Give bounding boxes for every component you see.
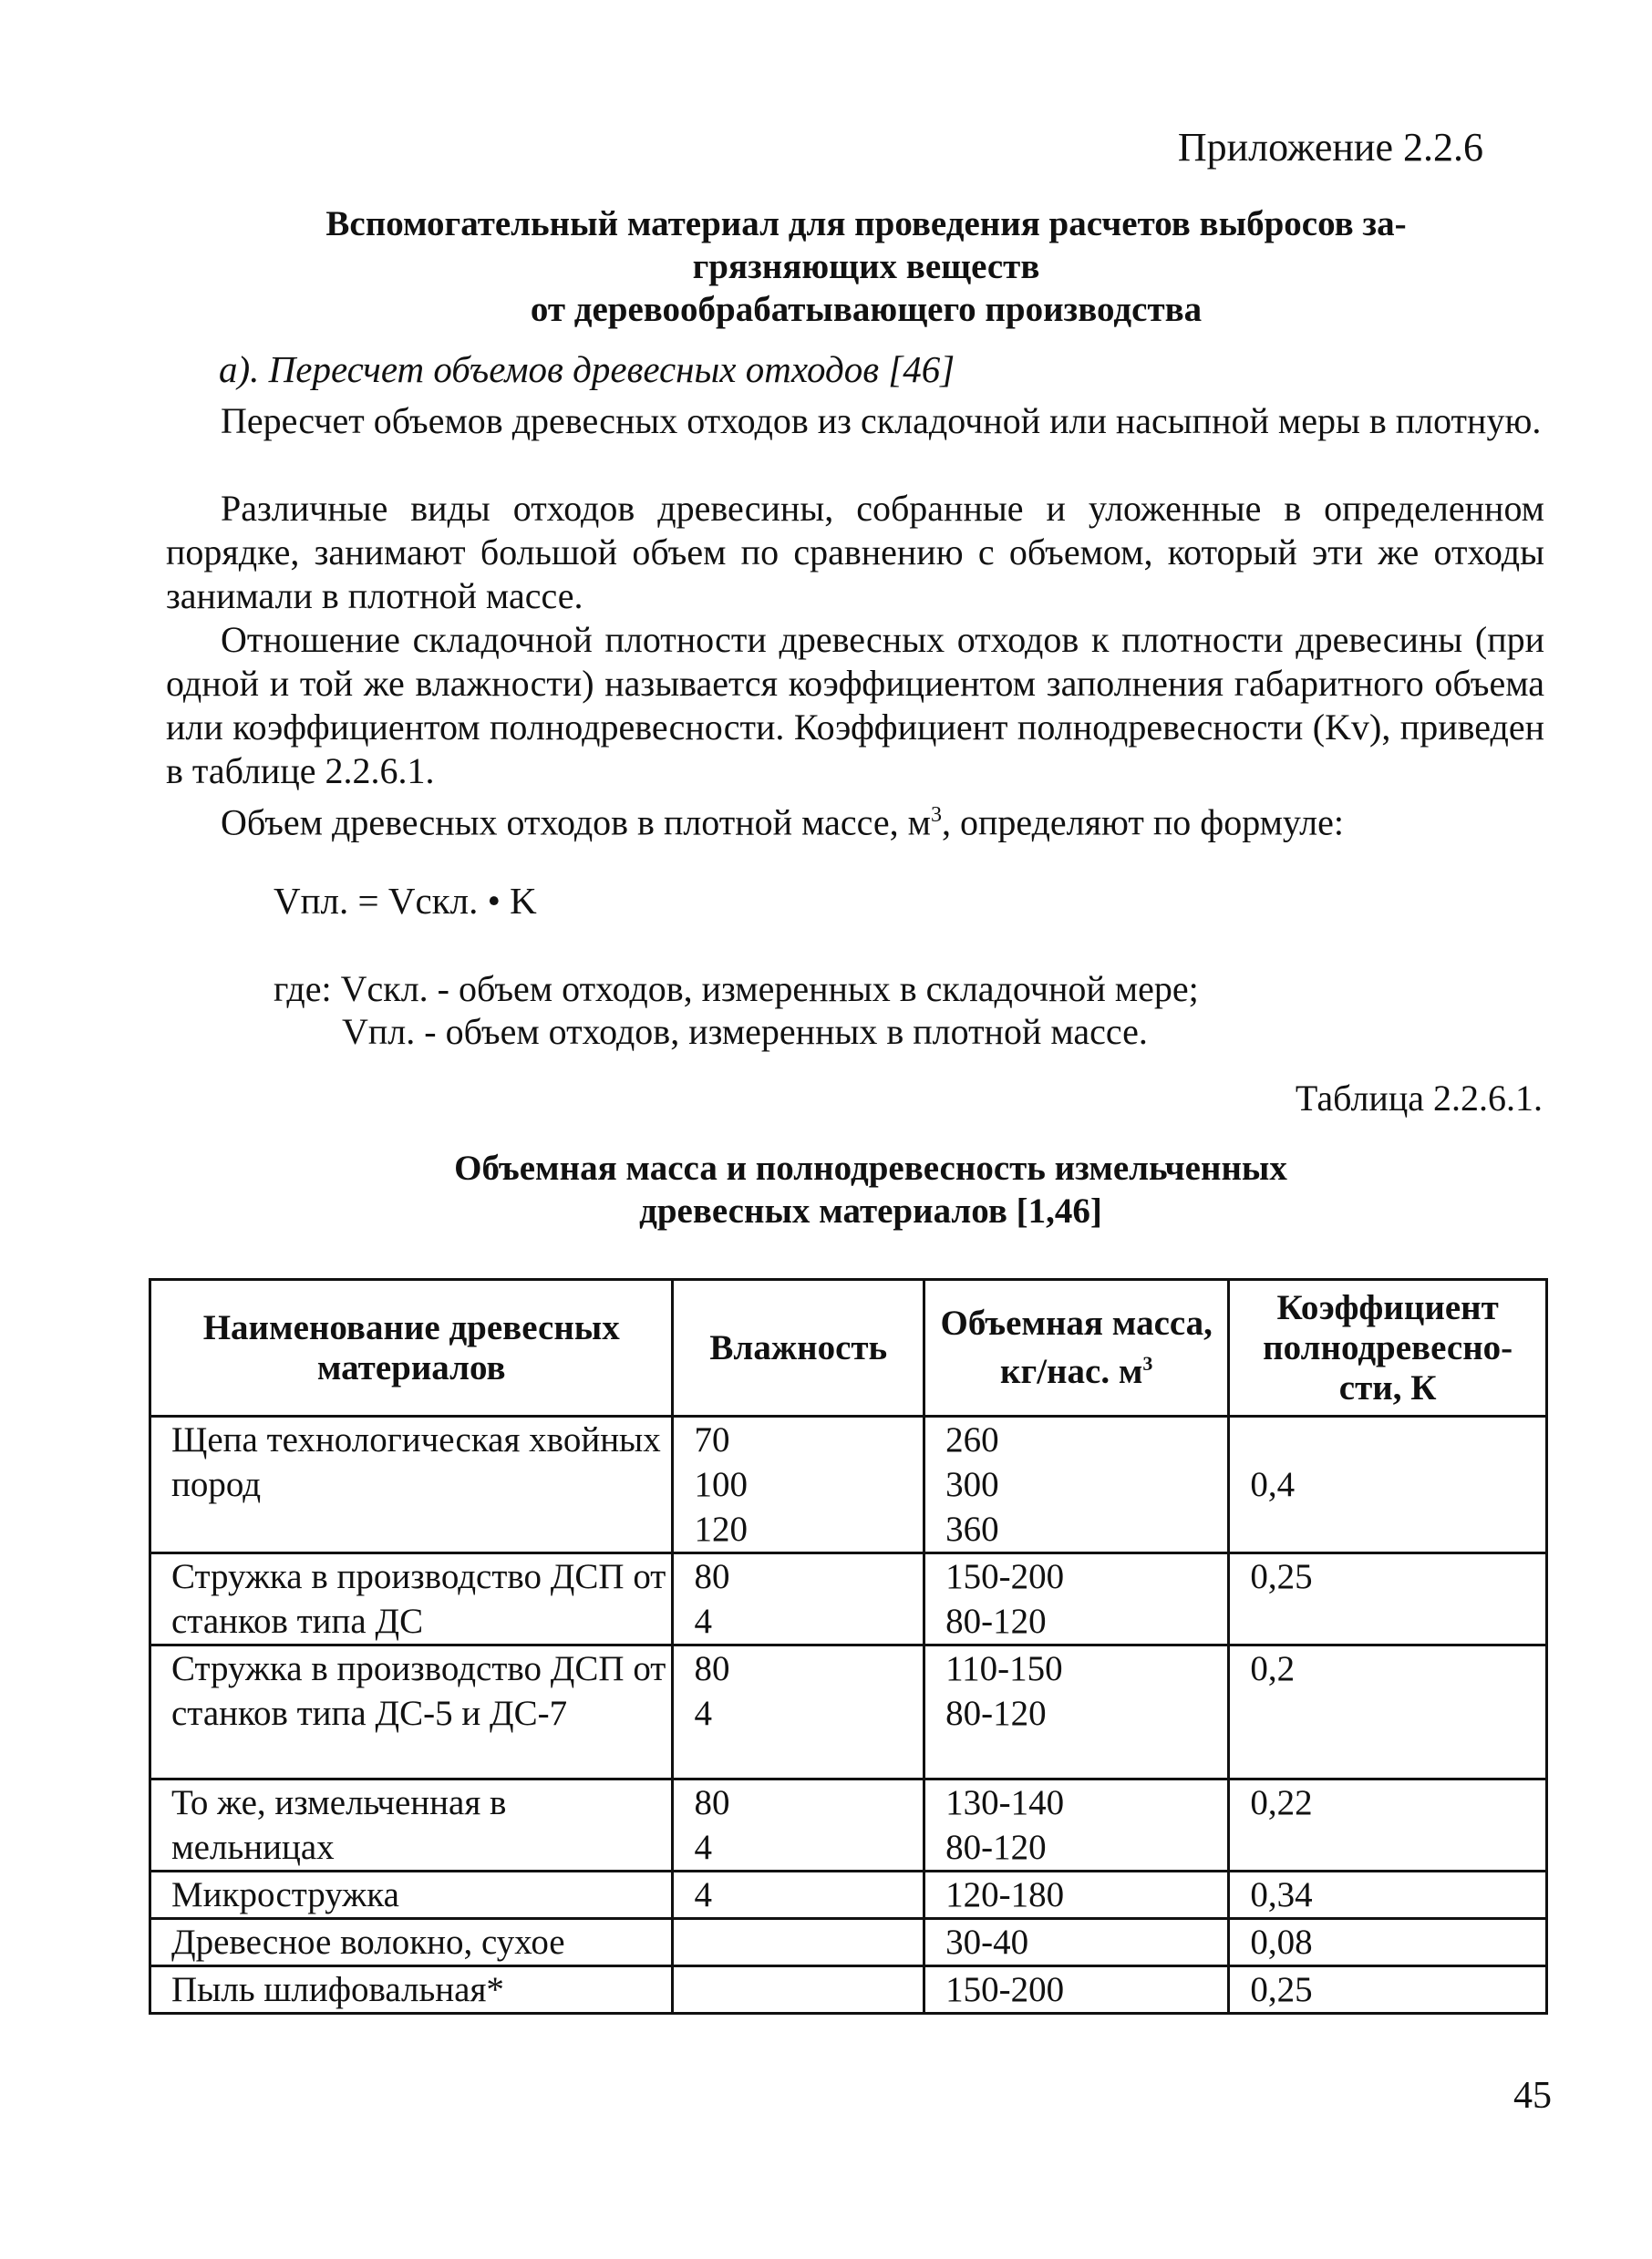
cell-material-name: То же, измельченная в мельницах [150, 1779, 673, 1872]
appendix-label: Приложение 2.2.6 [1177, 125, 1483, 170]
cell-humidity [673, 1553, 924, 1645]
paragraph-3: Отношение складочной плотности древесных отходов к плотности древесины (при одной и той же влажности) называется коэффициентом заполнения габаритного объема или коэффициентом полнодревесности. Коэффициент полнодревесности (Kv), приведен в таблице 2.2.6.1. [166, 619, 1544, 791]
cell-mass-value: 80-120 [945, 1694, 1047, 1733]
cell-humidity [673, 1645, 924, 1779]
title-line: Вспомогательный материал для проведения расчетов выбросов за- [325, 204, 1407, 243]
where-line-1: где: Vскл. - объем отходов, измеренных в складочной мере; [274, 968, 1199, 1009]
cell-mass-value: 110-150 [945, 1649, 1063, 1688]
cell-mass-value: 150-200 [945, 1970, 1065, 2009]
table-body [150, 1417, 1547, 2014]
cell-mass-value: 150-200 [945, 1557, 1065, 1596]
cell-humidity-value: 70 [694, 1420, 730, 1460]
paragraph-1: Пересчет объемов древесных отходов из складочной или насыпной меры в плотную. [221, 400, 1542, 441]
cell-mass [924, 1779, 1229, 1872]
header-mass-sup: 3 [1142, 1352, 1153, 1375]
page-number: 45 [1513, 2075, 1552, 2117]
cell-material-name: Микростружка [150, 1872, 673, 1919]
cell-mass [924, 1966, 1229, 2014]
cell-humidity-value: 80 [694, 1783, 730, 1822]
cell-material-name: Стружка в производство ДСП от станков типа ДС [150, 1553, 673, 1645]
cell-mass [924, 1919, 1229, 1966]
data-table [149, 1278, 1548, 2015]
cell-mass-value: 80-120 [945, 1828, 1047, 1867]
cell-coefficient: 0,2 [1229, 1645, 1547, 1779]
section-heading: а). Пересчет объемов древесных отходов [46] [219, 348, 955, 390]
cell-mass [924, 1645, 1229, 1779]
cell-humidity-value: 4 [694, 1875, 712, 1914]
cell-coefficient: 0,22 [1229, 1779, 1547, 1872]
cell-coefficient: 0,25 [1229, 1553, 1547, 1645]
header-mass-text: Объемная масса, кг/нас. м [940, 1304, 1213, 1391]
cell-mass [924, 1872, 1229, 1919]
where-line-2: Vпл. - объем отходов, измеренных в плотной массе. [342, 1011, 1148, 1052]
table-title-line: древесных материалов [1,46] [639, 1191, 1102, 1231]
cell-mass-value: 30-40 [945, 1923, 1029, 1962]
cell-coefficient: 0,08 [1229, 1919, 1547, 1966]
cell-humidity [673, 1779, 924, 1872]
cell-humidity-value: 4 [694, 1602, 712, 1641]
cell-material-name: Щепа технологическая хвойных пород [150, 1417, 673, 1553]
unit-superscript: 3 [930, 803, 942, 827]
cell-mass-value: 120-180 [945, 1875, 1065, 1914]
volume-sentence-tail: , определяют по формуле: [941, 801, 1344, 843]
cell-humidity [673, 1417, 924, 1553]
header-name: Наименование древесных материалов [150, 1280, 673, 1417]
header-humidity: Влажность [673, 1280, 924, 1417]
cell-humidity-value: 100 [694, 1465, 748, 1504]
title-line: от деревообрабатывающего производства [530, 290, 1203, 329]
formula: Vпл. = Vскл. • K [274, 880, 537, 922]
cell-humidity-value: 80 [694, 1557, 730, 1596]
table-row [150, 1966, 1547, 2014]
cell-material-name: Пыль шлифовальная* [150, 1966, 673, 2014]
cell-humidity [673, 1872, 924, 1919]
cell-mass [924, 1417, 1229, 1553]
cell-humidity [673, 1966, 924, 2014]
header-coef: Коэффициент полнодревесно-сти, К [1229, 1280, 1547, 1417]
table-row [150, 1779, 1547, 1872]
table-row [150, 1645, 1547, 1779]
volume-sentence-text: Объем древесных отходов в плотной массе, м [221, 801, 931, 843]
cell-humidity-value: 4 [694, 1828, 712, 1867]
cell-mass [924, 1553, 1229, 1645]
table-title [228, 1147, 1513, 1233]
cell-material-name: Древесное волокно, сухое [150, 1919, 673, 1966]
cell-mass-value: 360 [945, 1510, 999, 1549]
cell-mass-value: 260 [945, 1420, 999, 1460]
cell-coefficient: 0,25 [1229, 1966, 1547, 2014]
table-row [150, 1872, 1547, 1919]
cell-coefficient: 0,34 [1229, 1872, 1547, 1919]
table-row [150, 1417, 1547, 1553]
header-mass [924, 1280, 1229, 1417]
cell-humidity [673, 1919, 924, 1966]
cell-mass-value: 80-120 [945, 1602, 1047, 1641]
cell-mass-value: 130-140 [945, 1783, 1065, 1822]
title-line: грязняющих веществ [692, 247, 1040, 286]
document-title [219, 202, 1513, 331]
paragraph-2: Различные виды отходов древесины, собранные и уложенные в определенном порядке, занимают большой объем по сравнению с объемом, который эти же отходы занимали в плотной массе. [166, 488, 1544, 616]
table-label: Таблица 2.2.6.1. [1295, 1078, 1543, 1119]
table-title-line: Объемная масса и полнодревесность измельченных [454, 1149, 1287, 1188]
table-row [150, 1919, 1547, 1966]
volume-sentence [166, 793, 1544, 844]
cell-material-name: Стружка в производство ДСП от станков типа ДС-5 и ДС-7 [150, 1645, 673, 1779]
cell-mass-value: 300 [945, 1465, 999, 1504]
table-row [150, 1553, 1547, 1645]
cell-humidity-value: 4 [694, 1694, 712, 1733]
cell-humidity-value: 80 [694, 1649, 730, 1688]
cell-humidity-value: 120 [694, 1510, 748, 1549]
table-header-row [150, 1280, 1547, 1417]
cell-coefficient: 0,4 [1229, 1417, 1547, 1553]
